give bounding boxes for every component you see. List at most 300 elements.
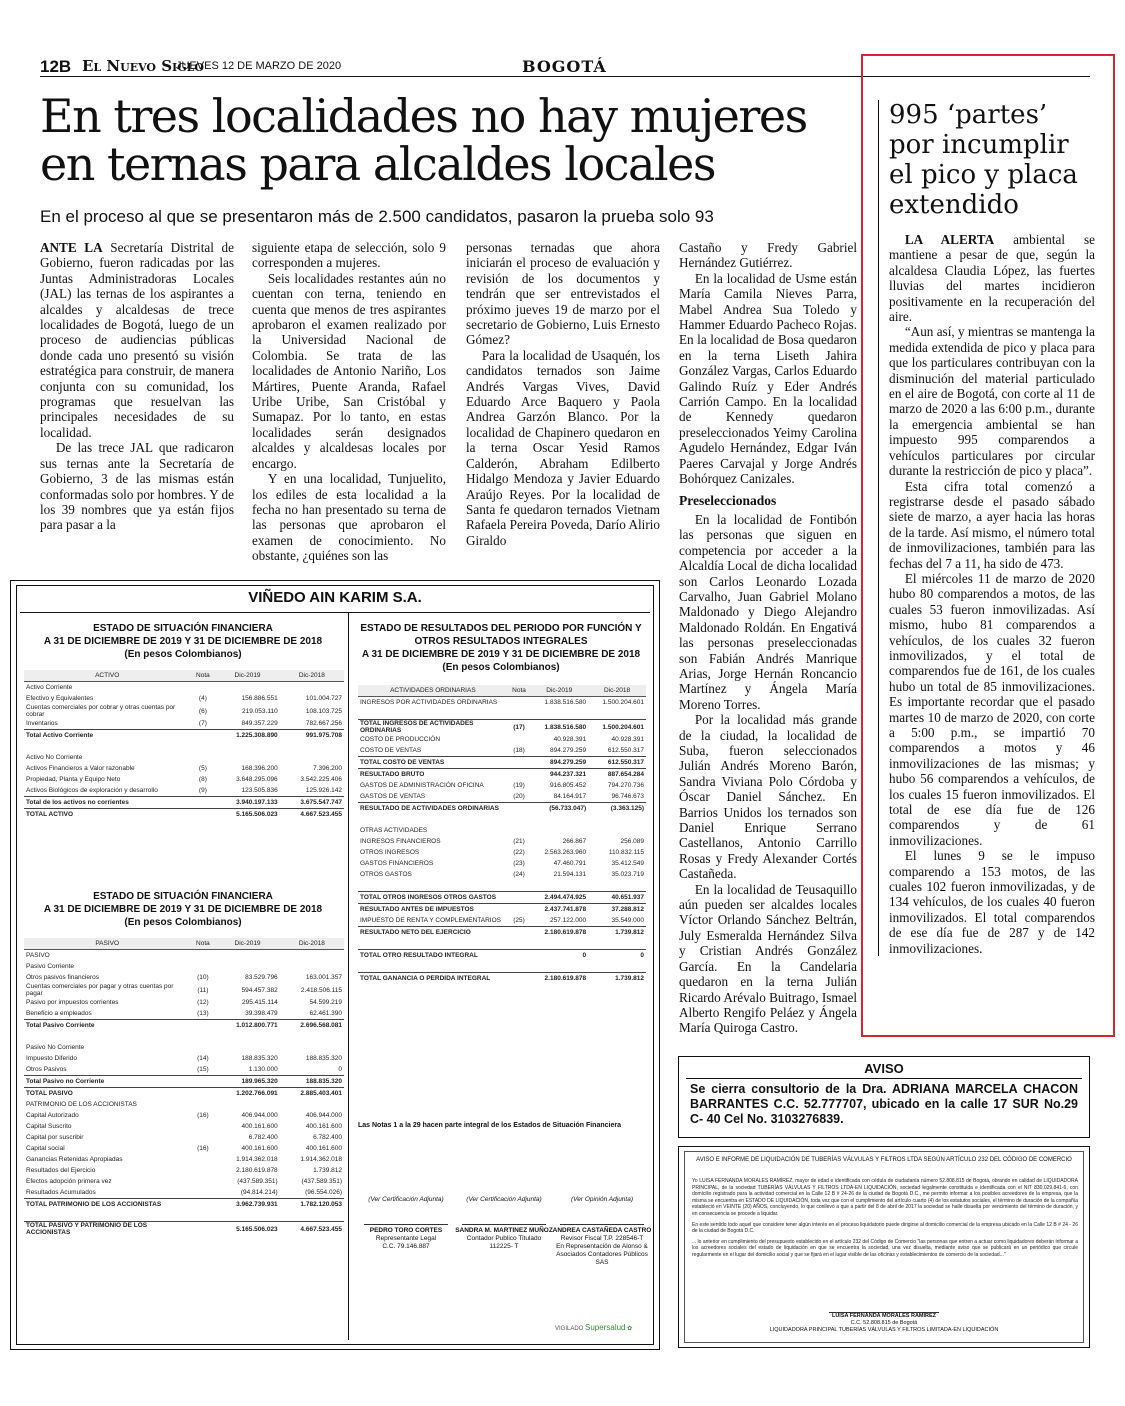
table-row (24, 950, 344, 962)
table-cell (190, 1199, 215, 1211)
column-header: Dic-2018 (280, 938, 344, 950)
table-cell: (14) (197, 1055, 209, 1062)
table-cell (508, 961, 531, 973)
table-cell: 916.805.452 (549, 782, 587, 789)
table-row (24, 1132, 344, 1143)
table-cell (215, 752, 279, 763)
table-cell: 2.180.619.878 (236, 1167, 278, 1174)
table-cell (24, 1031, 190, 1042)
column-header: Dic-2019 (215, 938, 279, 950)
table-cell: (96.554.026) (305, 1189, 342, 1196)
table-cell: 108.103.725 (305, 707, 342, 715)
table-cell: (437.589.351) (237, 1178, 278, 1185)
table-row (24, 741, 344, 752)
table-cell: Total Pasivo no Corriente (24, 1076, 190, 1088)
table-cell (215, 682, 279, 694)
table-row (24, 1053, 344, 1064)
table-cell: TOTAL ACTIVO (24, 809, 190, 821)
supersalud-leaf-icon: ✿ (627, 1326, 633, 1332)
table-cell: (12) (197, 999, 209, 1006)
table-row (24, 797, 344, 809)
column-header: Nota (508, 685, 531, 697)
table-cell (215, 1099, 279, 1110)
table-row (24, 1199, 344, 1211)
table-cell (215, 1031, 279, 1042)
column-header: Nota (190, 938, 215, 950)
company-name: VIÑEDO AIN KARIM S.A. (248, 589, 422, 606)
table-cell: Resultados del Ejercicio (26, 1167, 96, 1174)
table-row (24, 1110, 344, 1121)
article-column-4 (679, 240, 857, 1036)
table-cell: 400.161.600 (241, 1145, 278, 1152)
table-cell (190, 797, 215, 809)
liquidation-signature: LUISA FERNANDA MORALES RAMÍREZ C.C. 52.808.815 de Bogotá LIQUIDADORA PRINCIPAL TUBERÍAS VÁLVULAS Y FILTROS LIMITADA-EN LIQUIDACIÓN (769, 1313, 999, 1333)
liquidation-body (692, 1178, 1078, 1263)
table-cell: RESULTADO DE ACTIVIDADES ORDINARIAS (358, 803, 508, 815)
table-cell: COSTO DE VENTAS (360, 747, 422, 754)
table-header-row (24, 938, 344, 950)
table-cell (215, 950, 279, 962)
table-cell: 188.835.320 (280, 1076, 344, 1088)
table-cell: 54.599.219 (309, 999, 342, 1006)
table-cell: Capital social (26, 1145, 65, 1152)
table-cell: 188.835.320 (305, 1055, 342, 1062)
table-row (358, 720, 646, 735)
table-row (24, 1008, 344, 1020)
table-cell (280, 1031, 344, 1042)
table-cell: (23) (513, 860, 525, 867)
signature-line (560, 1224, 644, 1225)
issue-date: JUEVES 12 DE MARZO DE 2020 (176, 60, 342, 72)
table-cell: 7.396.200 (313, 765, 342, 772)
table-cell: TOTAL PATRIMONIO DE LOS ACCIONISTAS (24, 1199, 190, 1211)
column-header: Dic-2019 (530, 685, 588, 697)
table-cell: (3.363.125) (588, 803, 646, 815)
article-paragraph: siguiente etapa de selección, solo 9 corresponden a mujeres. (252, 240, 446, 271)
table-cell (190, 1187, 215, 1199)
table-cell: (4) (198, 695, 207, 702)
article-crosshead: Preseleccionados (679, 492, 777, 508)
table-row (24, 983, 344, 997)
table-cell: Capital por suscribir (26, 1134, 84, 1141)
table-cell (530, 880, 588, 892)
table-cell: 3.542.225.406 (300, 776, 342, 783)
table-cell (358, 938, 508, 950)
liquidation-title: AVISO E INFORME DE LIQUIDACIÓN DE TUBERÍAS VÁLVULAS Y FILTROS LTDA SEGÚN ARTÍCULO 232 DEL CÓDIGO DE COMERCIO (696, 1157, 1072, 1163)
table-cell: Total Pasivo Corriente (24, 1020, 190, 1032)
table-row (358, 915, 646, 927)
table-row (24, 718, 344, 730)
table-row (24, 1187, 344, 1199)
table-cell: (18) (513, 747, 525, 754)
table-cell (588, 880, 646, 892)
table-cell: Beneficio a empleados (26, 1010, 92, 1017)
table-cell (280, 1042, 344, 1053)
table-cell: 4.667.523.455 (280, 1222, 344, 1237)
table-cell (215, 961, 279, 972)
table-row (24, 1031, 344, 1042)
table-cell (190, 1165, 215, 1176)
table-cell (215, 741, 279, 752)
table-cell: 5.165.506.023 (215, 809, 279, 821)
table-cell: PATRIMONIO DE LOS ACCIONISTAS (26, 1101, 137, 1108)
table-cell (24, 741, 190, 752)
table-cell: (13) (197, 1010, 209, 1017)
table-cell: Impuesto Diferido (26, 1055, 77, 1062)
divider (686, 1078, 1082, 1079)
table-cell: 257.122.000 (549, 917, 587, 924)
notice-title: AVISO (864, 1061, 904, 1076)
table-row (24, 785, 344, 797)
income-statement-title: ESTADO DE RESULTADOS DEL PERIODO POR FUNCIÓN Y OTROS RESULTADOS INTEGRALES A 31 DE DICIEMBRE DE 2019 Y 31 DE DICIEMBRE DE 2018 (En pesos Colombianos) (360, 623, 642, 673)
table-cell: 188.835.320 (241, 1055, 278, 1062)
table-cell (508, 803, 531, 815)
table-cell: OTROS INGRESOS (360, 849, 420, 856)
signature-line (462, 1224, 546, 1225)
table-cell: 1.500.204.601 (602, 699, 644, 706)
table-cell: 3.675.547.747 (280, 797, 344, 809)
sidebar-lead-in: LA ALERTA (904, 232, 995, 247)
table-cell: 612.550.317 (607, 747, 644, 754)
table-cell: 295.415.114 (242, 999, 278, 1006)
table-cell: 163.001.357 (305, 974, 342, 981)
table-cell: Otros Pasivos (26, 1066, 67, 1073)
balance-liabilities-title: ESTADO DE SITUACIÓN FINANCIERA A 31 DE DICIEMBRE DE 2019 Y 31 DE DICIEMBRE DE 2018 (En pesos Colombianos) (43, 891, 323, 928)
table-cell: 1.838.516.580 (530, 720, 588, 735)
table-cell: Total Activo Corriente (24, 730, 190, 742)
table-cell (280, 1210, 344, 1222)
table-row (358, 938, 646, 950)
sidebar-paragraph: El lunes 9 se le impuso comparendo a 153 motos, de las cuales 102 fueron inmovilizadas, y de 134 vehículos, de los cuales 40 fueron inmovilizados. El total comparendos de ese día fue de 287 y de 142 inmovilizaciones. (889, 848, 1095, 956)
table-cell: Activos Financieros a Valor razonable (26, 765, 135, 772)
table-row (24, 1121, 344, 1132)
article-column-1 (40, 240, 234, 533)
sidebar-title: 995 ‘partes’ por incumplir el pico y placa extendido (889, 100, 1078, 220)
table-cell: 594.457.382 (241, 986, 278, 994)
table-cell: 62.461.390 (309, 1010, 342, 1017)
table-cell: Propiedad, Planta y Equipo Neto (26, 776, 121, 783)
table-cell (190, 1031, 215, 1042)
table-row (24, 752, 344, 763)
table-cell: 1.739.812 (588, 973, 646, 985)
table-cell (190, 741, 215, 752)
table-row (24, 774, 344, 785)
table-cell: 21.594.131 (553, 871, 587, 878)
table-cell: 47.460.791 (553, 860, 587, 867)
column-header: ACTIVIDADES ORDINARIAS (358, 685, 508, 697)
table-cell: Cuentas comerciales por cobrar y otras cuentas por cobrar (26, 704, 176, 718)
table-cell: 1.012.800.771 (215, 1020, 279, 1032)
table-cell: COSTO DE PRODUCCIÓN (360, 736, 441, 743)
table-cell: (21) (513, 838, 525, 845)
table-cell: 35.549.000 (611, 917, 644, 924)
table-row (358, 825, 646, 836)
table-cell: 110.832.115 (608, 849, 644, 856)
table-row (24, 1143, 344, 1154)
table-cell: 894.279.259 (530, 757, 588, 769)
table-cell: IMPUESTO DE RENTA Y COMPLEMENTARIOS (360, 917, 501, 924)
table-header-row (24, 670, 344, 682)
table-cell (358, 814, 508, 825)
table-cell: TOTAL GANANCIA O PERDIDA INTEGRAL (358, 973, 508, 985)
table-cell: 887.654.284 (588, 769, 646, 781)
section-name: BOGOTÁ (522, 57, 607, 76)
table-cell (588, 938, 646, 950)
assets-table (24, 670, 344, 820)
table-cell (190, 1154, 215, 1165)
table-row (24, 682, 344, 694)
column-header: Dic-2018 (280, 670, 344, 682)
table-cell: 168.396.200 (241, 765, 278, 772)
table-cell (280, 961, 344, 972)
table-cell: Capital Suscrito (26, 1123, 72, 1130)
table-row (358, 734, 646, 745)
article-paragraph: personas ternadas que ahora iniciarán el proceso de evaluación y revisión de los documentos y tendrán que ser entrevistados el próximo jueves 19 de marzo por el secretario de Gobierno, Luis Ernesto Gómez? (466, 240, 660, 348)
table-cell: (8) (198, 776, 207, 783)
table-cell: (16) (197, 1145, 209, 1152)
table-cell (358, 708, 508, 720)
table-cell: Pasivo Corriente (26, 963, 75, 970)
column-header: PASIVO (24, 938, 190, 950)
table-cell (190, 1132, 215, 1143)
table-cell: 612.550.317 (588, 757, 646, 769)
table-cell: 3.648.295.096 (236, 776, 278, 783)
table-cell: 5.165.506.023 (215, 1222, 279, 1237)
table-cell: 125.926.142 (305, 787, 342, 794)
table-cell: 96.746.673 (611, 793, 644, 800)
table-cell: INGRESOS POR ACTIVIDADES ORDINARIAS (360, 699, 498, 706)
table-cell: (94.814.214) (240, 1189, 278, 1196)
table-cell: 1.739.812 (588, 927, 646, 939)
table-cell: 400.161.600 (305, 1123, 342, 1130)
financial-notes: Las Notas 1 a la 29 hacen parte integral de los Estados de Situación Financiera (358, 1122, 621, 1129)
table-cell: Total de los activos no corrientes (24, 797, 190, 809)
table-cell: 189.965.320 (215, 1076, 279, 1088)
table-cell (280, 950, 344, 962)
sidebar-article (878, 100, 1095, 956)
headline-line-1: En tres localidades no hay mujeres (40, 89, 807, 143)
table-cell: 156.886.551 (241, 695, 278, 702)
table-cell: 2.418.506.115 (300, 986, 342, 994)
table-cell: 1.782.120.053 (280, 1199, 344, 1211)
article-paragraph: Castaño y Fredy Gabriel Hernández Gutiérrez. (679, 240, 857, 271)
table-cell (190, 682, 215, 694)
table-cell (508, 927, 531, 939)
table-cell (508, 814, 531, 825)
table-cell: 1.914.362.018 (300, 1156, 342, 1163)
table-cell: (17) (508, 720, 531, 735)
table-cell (24, 1210, 190, 1222)
signature-block: (Ver Certificación Adjunta) PEDRO TORO CORTES Representante Legal C.C. 79.146.887 (356, 1196, 456, 1251)
table-cell (190, 1099, 215, 1110)
newspaper-name: El Nuevo Siglo (82, 57, 204, 75)
column-header: ACTIVO (24, 670, 190, 682)
table-cell (530, 825, 588, 836)
sidebar-paragraph: Esta cifra total comenzó a registrarse desde el pasado sábado siete de marzo, a ayer hacia las horas de la tarde. Así mismo, el número total de inmovilizaciones, también para las fechas del 7 a 11, ha sido de 473. (889, 478, 1095, 571)
table-cell: (10) (197, 974, 209, 981)
table-cell: Resultados Acumulados (26, 1189, 96, 1196)
table-cell: Pasivo por impuestos corrientes (26, 999, 119, 1006)
table-cell: Ganancias Retenidas Apropiadas (26, 1156, 123, 1163)
table-cell (530, 961, 588, 973)
liquidation-paragraph: En este sentido todo aquel que considere tener algún interés en el proceso liquidatorio puede dirigirse al domicilio comercial de la empresa ubicado en la Calle 12 B # 24 - 26 de la ciudad de Bogotá D.C. (692, 1221, 1078, 1235)
table-cell (588, 825, 646, 836)
table-row (24, 1042, 344, 1053)
article-paragraph: Seis localidades restantes aún no cuentan con terna, teniendo en cuenta que menos de tres aspirantes aprobaron el examen realizado por la Universidad Nacional de Colombia. Se trata de las localidades de Antonio Nariño, Los Mártires, Puente Aranda, Rafael Uribe Uribe, San Cristóbal y Sumapaz. Por lo tanto, en estas localidades serán designados alcaldes y alcaldesas locales por encargo. (252, 270, 446, 471)
table-cell: 944.237.321 (530, 769, 588, 781)
table-row (24, 1176, 344, 1187)
table-cell: (22) (513, 849, 525, 856)
table-cell (190, 1020, 215, 1032)
table-cell: (19) (513, 782, 525, 789)
table-cell (190, 809, 215, 821)
table-cell (530, 814, 588, 825)
table-cell: (7) (198, 720, 207, 727)
table-cell: 2.437.741.878 (530, 904, 588, 916)
article-paragraph: En la localidad de Usme están María Camila Nieves Parra, Mabel Andrea Sua Toledo y Hammer Eduardo Pacheco Rojas. En la localidad de Bosa quedaron en la terna Liseth Jahira González Vargas, Carlos Eduardo Galindo Ruíz y Eder Andrés Carrión Campo. En la localidad de Kennedy quedaron preseleccionados Yeimy Carolina Agudelo Hernández, Edgar Iván Paeres Carvajal y Jorge Andrés Bohórquez Canizales. (679, 270, 857, 487)
table-cell: 400.161.600 (305, 1145, 342, 1152)
table-cell: 2.696.568.081 (280, 1020, 344, 1032)
table-cell (280, 682, 344, 694)
table-cell: Efectivo y Equivalentes (26, 695, 94, 702)
balance-assets-title: ESTADO DE SITUACIÓN FINANCIERA A 31 DE DICIEMBRE DE 2019 Y 31 DE DICIEMBRE DE 2018 (En pesos Colombianos) (43, 623, 323, 660)
table-cell (508, 825, 531, 836)
table-row (358, 961, 646, 973)
table-row (358, 869, 646, 880)
headline (40, 89, 840, 191)
page-number: 12B (40, 57, 72, 76)
table-cell: 1.838.516.580 (544, 699, 587, 706)
table-cell: TOTAL OTRO RESULTADO INTEGRAL (358, 950, 508, 962)
table-cell (190, 1222, 215, 1237)
table-cell: TOTAL OTROS INGRESOS OTROS GASTOS (358, 892, 508, 904)
table-cell (508, 734, 531, 745)
table-row (358, 904, 646, 916)
signature-line (364, 1224, 448, 1225)
table-cell (358, 961, 508, 973)
table-cell: 6.782.400 (313, 1134, 342, 1141)
article-paragraph: Y en una localidad, Tunjuelito, los ediles de esta localidad a la fecha no han presentado su terna de las personas que aprobaron el examen de conocimiento. No obstante, ¿quiénes son las (252, 471, 446, 564)
table-cell: 2.563.263.960 (544, 849, 587, 856)
table-cell: OTROS GASTOS (360, 871, 412, 878)
table-cell: 2.180.619.878 (530, 927, 588, 939)
table-row (358, 757, 646, 769)
table-cell: Activo Corriente (26, 684, 73, 691)
table-row (358, 708, 646, 720)
divider (348, 612, 349, 1340)
table-cell (190, 1076, 215, 1088)
table-row (24, 1165, 344, 1176)
table-cell: 6.782.400 (248, 1134, 278, 1141)
table-row (24, 1210, 344, 1222)
column-header: Nota (190, 670, 215, 682)
table-cell (588, 961, 646, 973)
table-cell (190, 1210, 215, 1222)
income-statement-table (358, 685, 646, 984)
table-row (24, 972, 344, 983)
signature-block: (Ver Certificación Adjunta) SANDRA M. MARTINEZ MUÑOZ Contador Publico Titulado 112225- T (455, 1196, 553, 1250)
table-cell (508, 880, 531, 892)
table-cell: TOTAL INGRESOS DE ACTIVIDADES ORDINARIAS (358, 720, 508, 735)
table-cell: 3.940.197.133 (215, 797, 279, 809)
table-cell: 782.667.256 (305, 720, 342, 727)
table-header-row (358, 685, 646, 697)
table-cell (358, 880, 508, 892)
table-cell (280, 752, 344, 763)
table-cell (190, 752, 215, 763)
table-cell: TOTAL PASIVO (24, 1088, 190, 1100)
table-row (358, 880, 646, 892)
table-row (358, 858, 646, 869)
table-cell (508, 950, 531, 962)
table-cell (190, 1042, 215, 1053)
table-cell: (25) (513, 917, 525, 924)
table-cell: TOTAL COSTO DE VENTAS (358, 757, 508, 769)
table-row (358, 745, 646, 757)
headline-line-2: en ternas para alcaldes locales (40, 137, 715, 191)
table-cell: (20) (513, 793, 525, 800)
table-cell: 849.357.229 (241, 720, 278, 727)
table-cell: 1.739.812 (313, 1167, 342, 1174)
table-cell (508, 697, 531, 709)
table-row (24, 763, 344, 774)
table-cell: 40.928.391 (553, 736, 587, 743)
table-cell: 1.130.000 (248, 1066, 278, 1073)
table-cell: 794.270.736 (607, 782, 644, 789)
table-row (24, 1020, 344, 1032)
table-cell: RESULTADO ANTES DE IMPUESTOS (358, 904, 508, 916)
table-cell: 83.529.796 (245, 974, 278, 981)
table-row (358, 950, 646, 962)
table-cell: 4.667.523.455 (280, 809, 344, 821)
article-column-2 (252, 240, 446, 564)
table-cell (530, 708, 588, 720)
table-row (358, 791, 646, 803)
table-cell: 406.944.000 (305, 1112, 342, 1119)
signature-block: (Ver Opinión Adjunta) ANDREA CASTAÑEDA CASTRO Revisor Fiscal T.P. 228546-T En Representación de Alonso & Asociados Contadores Públicos SAS (552, 1196, 652, 1266)
table-row (358, 927, 646, 939)
table-cell: 40.651.937 (588, 892, 646, 904)
table-cell: 991.975.708 (280, 730, 344, 742)
divider (20, 612, 650, 613)
table-cell: 1.202.766.091 (215, 1088, 279, 1100)
table-cell: 101.004.727 (305, 695, 342, 702)
column-header: Dic-2019 (215, 670, 279, 682)
table-cell: (437.589.351) (301, 1178, 342, 1185)
table-row (358, 803, 646, 815)
table-cell (190, 961, 215, 972)
table-cell: 35.412.549 (611, 860, 644, 867)
table-row (24, 1154, 344, 1165)
liquidation-paragraph: Yo LUISA FERNANDA MORALES RAMÍREZ, mayor de edad e identificada con cédula de ciudadanía número 52.808.815 de Bogotá, obrando en calidad de LIQUIDADORA PRINCIPAL, de la sociedad TUBERÍAS VÁLVULAS Y FILTROS LTDA-EN LIQUIDACIÓN, sociedad legalmente constituida e identificada con el NIT 830.029.841-6, con domicilio registrado para la actividad comercial en la Calle 12 B # 24-26 de la ciudad de Bogotá D.C., me permito informar a los posibles acreedores de la empresa, que la misma se encuentra en ESTADO DE LIQUIDACIÓN, toda vez que con el cumplimiento del artículo cuarto (4) de los estatutos sociales, el término de duración de la compañía estableció en VEINTE (20) AÑOS, concluyendo, lo que conllevó a que a partir del 8 de abril de 2017 la sociedad se halle disuelta por vencimiento del término de duración, y en consecuencia se procede a liquidar. (692, 1178, 1078, 1217)
subheadline: En el proceso al que se presentaron más de 2.500 candidatos, pasaron la prueba solo 93 (40, 207, 714, 226)
table-row (24, 704, 344, 718)
table-cell: Activo No Corriente (26, 754, 83, 761)
liquidation-paragraph: ... lo anterior en cumplimiento del presupuesto establecido en el artículo 232 del Código de Comercio "las personas que entren a actuar como liquidadores deberán informar a los acreedores sociales del estado de liquidación en que se encuentra la sociedad, una vez disuelta, mediante aviso que se publicará en un periódico que circule regularmente en el lugar del domicilio social y que se fijará en el lugar visible de las oficinas y establecimientos de comercio de la sociedad..." (692, 1238, 1078, 1258)
table-cell: (6) (198, 707, 207, 715)
table-cell: 266.867 (562, 838, 587, 845)
table-cell (508, 769, 531, 781)
table-cell (508, 892, 531, 904)
sidebar-paragraph: LA ALERTA ambiental se mantiene a pesar de que, según la alcaldesa Claudia López, las fuertes lluvias del martes incidieron positivamente en la recuperación del aire. (889, 232, 1095, 325)
lead-in: ANTE LA (40, 240, 103, 255)
table-cell: 0 (338, 1066, 342, 1073)
article-paragraph: Para la localidad de Usaquén, los candidatos ternados son Jaime Andrés Vargas Vives, David Eduardo Arce Baquero y Paola Andrea Garzón Blanco. Por la localidad de Chapinero quedaron en la terna Oscar Yesid Ramos Calderón, Abraham Edilberto Hidalgo Mendoza y Javier Eduardo Araújo Reyes. Por la localidad de Santa fe quedaron ternados Vietnam Rafaela Pereira Poveda, Darío Alirio Giraldo (466, 347, 660, 548)
table-cell: (16) (197, 1112, 209, 1119)
table-cell: 406.944.000 (241, 1112, 278, 1119)
table-row (24, 961, 344, 972)
table-row (24, 730, 344, 742)
